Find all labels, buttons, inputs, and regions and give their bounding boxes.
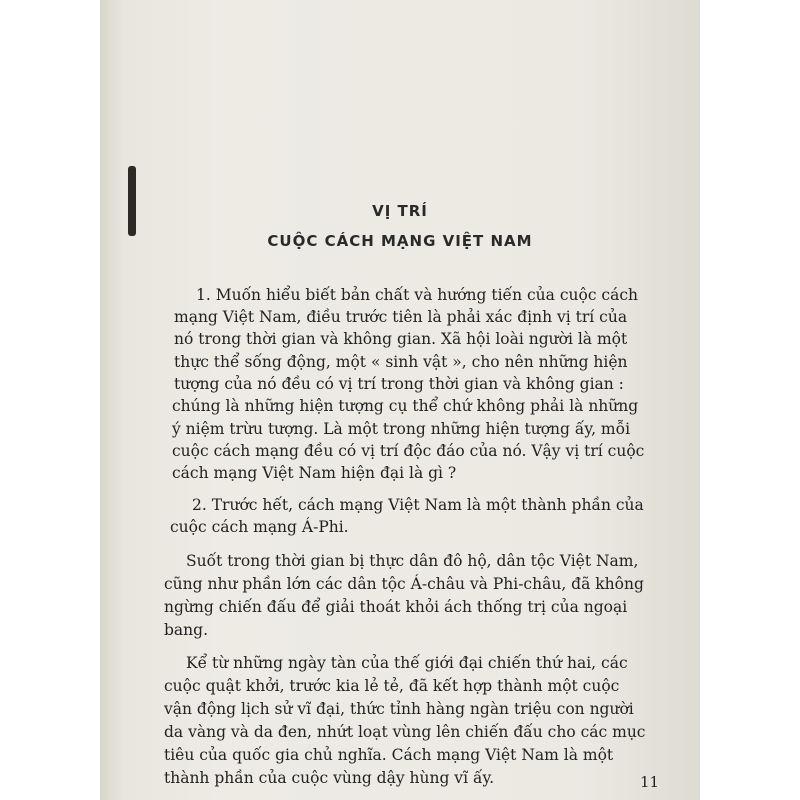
text-line: 1. Muốn hiểu biết bản chất và hướng tiến của cuộc cách [196, 286, 639, 304]
text-line: thành phần của cuộc vùng dậy hùng vĩ ấy. [164, 769, 495, 787]
text-line: chúng là những hiện tượng cụ thể chứ không phải là những [172, 397, 639, 415]
chapter-subtitle: CUỘC CÁCH MẠNG VIỆT NAM [267, 232, 533, 250]
text-line: cuộc cách mạng đều có vị trí độc đáo của nó. Vậy vị trí cuộc [172, 442, 645, 460]
right-margin [700, 0, 800, 800]
text-line: Kể từ những ngày tàn của thế giới đại chiến thứ hai, các [186, 654, 628, 672]
text-line: 2. Trước hết, cách mạng Việt Nam là một thành phần của [192, 496, 644, 514]
text-line: cuộc quật khởi, trước kia lẻ tẻ, đã kết hợp thành một cuộc [164, 677, 620, 695]
text-line: ý niệm trừu tượng. Là một trong những hiện tượng ấy, mỗi [172, 420, 631, 438]
text-line: cách mạng Việt Nam hiện đại là gì ? [172, 464, 457, 482]
text-line: tượng của nó đều có vị trí trong thời gian và không gian : [174, 375, 624, 393]
chapter-title: VỊ TRÍ [372, 202, 428, 220]
text-line: tiêu của quốc gia chủ nghĩa. Cách mạng Việt Nam là một [164, 746, 614, 764]
text-line: vận động lịch sử vĩ đại, thức tỉnh hàng ngàn triệu con người [164, 700, 634, 718]
left-margin [0, 0, 100, 800]
text-line: cuộc cách mạng Á-Phi. [170, 518, 349, 536]
text-line: da vàng và da đen, nhứt loạt vùng lên chiến đấu cho các mục [164, 723, 646, 741]
text-line: thực thể sống động, một « sinh vật », cho nên những hiện [174, 353, 628, 371]
text-line: cũng như phần lớn các dân tộc Á-châu và Phi-châu, đã không [164, 575, 644, 593]
text-line: mạng Việt Nam, điều trước tiên là phải xác định vị trí của [174, 308, 628, 326]
binding-mark [128, 166, 136, 236]
text-line: nó trong thời gian và không gian. Xã hội loài người là một [174, 330, 628, 348]
text-line: ngừng chiến đấu để giải thoát khỏi ách thống trị của ngoại [164, 598, 628, 616]
text-line: bang. [164, 621, 208, 639]
text-line: Suốt trong thời gian bị thực dân đô hộ, dân tộc Việt Nam, [186, 552, 639, 570]
page-number: 11 [640, 773, 660, 791]
